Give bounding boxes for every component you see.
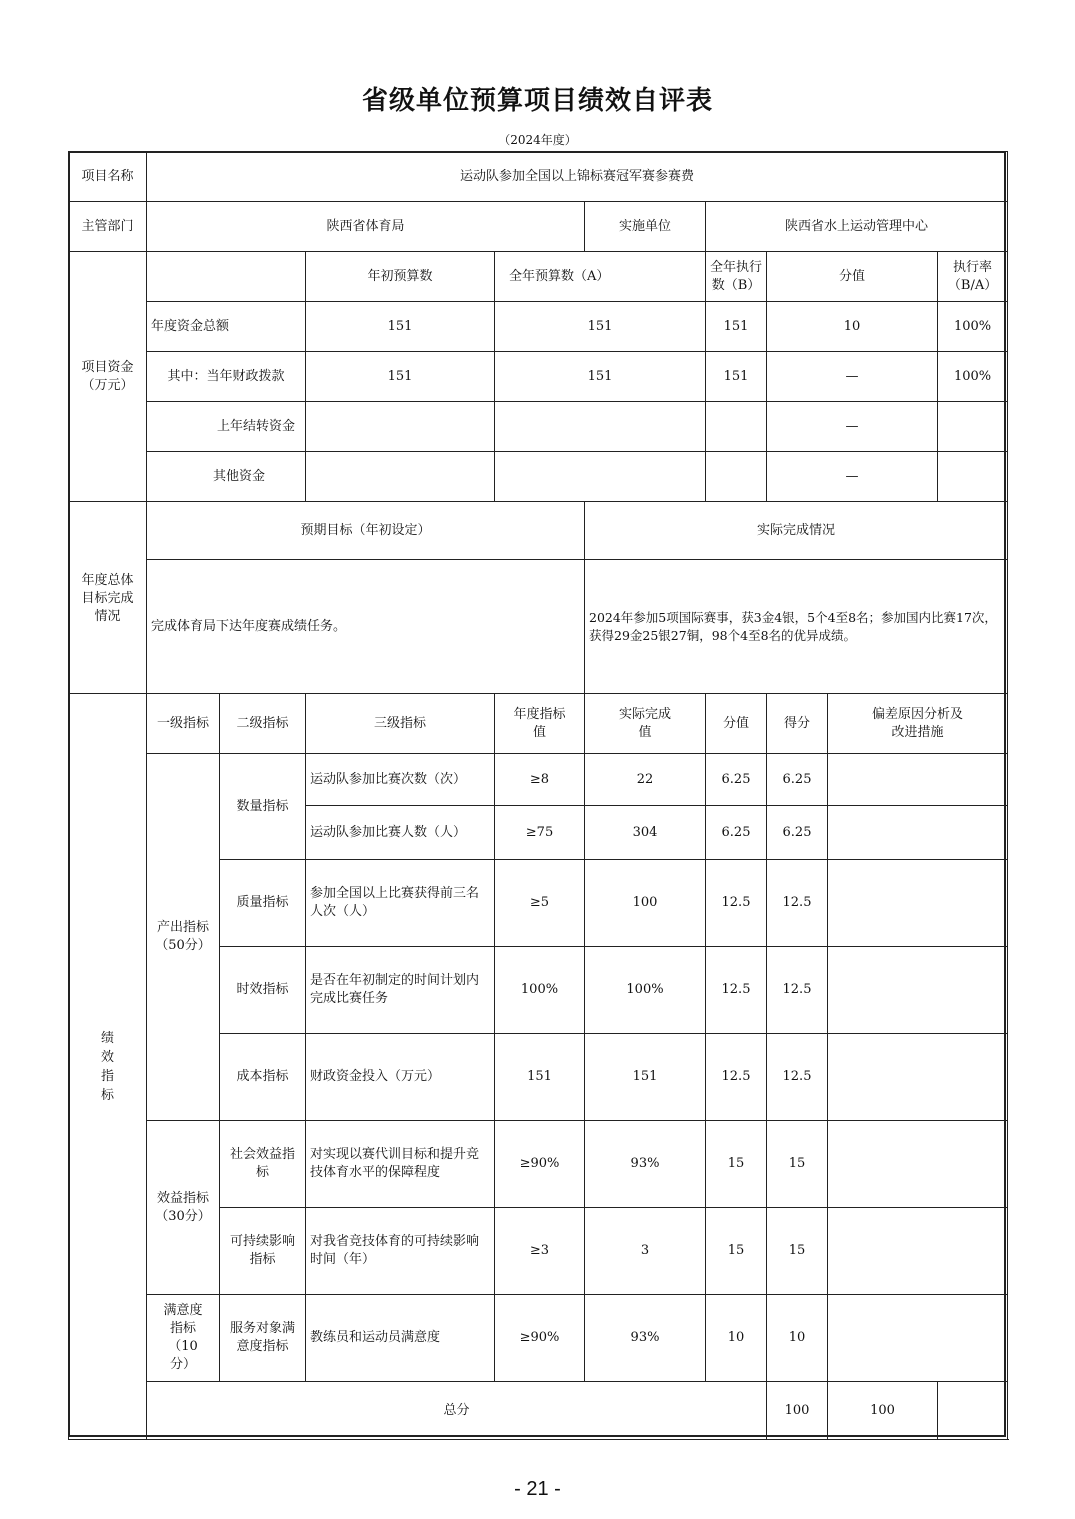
ind-target: ≥90% — [495, 1295, 585, 1382]
ind-header-l1: 一级指标 — [147, 694, 220, 754]
ind-header-note-text: 偏差原因分析及改进措施 — [872, 706, 964, 740]
ind-l3: 财政资金投入（万元） — [306, 1034, 495, 1121]
dept-label: 主管部门 — [69, 202, 147, 252]
total-label: 总分 — [147, 1382, 767, 1440]
ind-l2-text: 服务对象满意度指标 — [229, 1321, 295, 1354]
ind-l3: 对我省竞技体育的可持续影响时间（年） — [306, 1208, 495, 1295]
ind-target: ≥90% — [495, 1121, 585, 1208]
funds-cell: 100% — [938, 352, 1008, 402]
total-score-value: 100 — [767, 1382, 828, 1440]
ind-note — [828, 754, 1008, 806]
goals-expected-header: 预期目标（年初设定） — [147, 502, 585, 560]
ind-score-value: 6.25 — [706, 754, 767, 806]
funds-cell — [706, 452, 767, 502]
ind-note — [828, 806, 1008, 860]
ind-target: ≥75 — [495, 806, 585, 860]
funds-label-text: 项目资金（万元） — [81, 359, 134, 393]
ind-actual: 22 — [585, 754, 706, 806]
ind-header-target — [495, 694, 585, 754]
ind-target: 100% — [495, 947, 585, 1034]
ind-l3: 对实现以赛代训目标和提升竞技体育水平的保障程度 — [306, 1121, 495, 1208]
project-name-label: 项目名称 — [69, 152, 147, 202]
project-name-value: 运动队参加全国以上锦标赛冠军赛参赛费 — [147, 152, 1008, 202]
ind-score: 12.5 — [767, 1034, 828, 1121]
ind-actual: 93% — [585, 1295, 706, 1382]
ind-header-actual — [585, 694, 706, 754]
ind-score-value: 12.5 — [706, 1034, 767, 1121]
ind-header-l2: 二级指标 — [220, 694, 306, 754]
funds-row-label: 其中：当年财政拨款 — [147, 352, 306, 402]
ind-actual: 151 — [585, 1034, 706, 1121]
output-label — [147, 754, 220, 1121]
ind-actual: 100 — [585, 860, 706, 947]
funds-header-rate: 执行率（B/A） — [938, 252, 1008, 302]
funds-row-label: 其他资金 — [147, 452, 306, 502]
ind-l2: 质量指标 — [220, 860, 306, 947]
ind-l3: 运动队参加比赛次数（次） — [306, 754, 495, 806]
ind-l2 — [220, 1208, 306, 1295]
goals-label — [69, 502, 147, 694]
ind-score: 6.25 — [767, 754, 828, 806]
ind-actual: 100% — [585, 947, 706, 1034]
ind-target: 151 — [495, 1034, 585, 1121]
ind-score-value: 15 — [706, 1208, 767, 1295]
ind-note — [828, 947, 1008, 1034]
ind-header-score: 得分 — [767, 694, 828, 754]
funds-cell: — — [767, 452, 938, 502]
funds-label — [69, 252, 147, 502]
ind-target: ≥5 — [495, 860, 585, 947]
funds-cell: 151 — [706, 302, 767, 352]
funds-cell: 100% — [938, 302, 1008, 352]
ind-l2-text: 可持续影响指标 — [229, 1234, 295, 1267]
ind-score: 15 — [767, 1208, 828, 1295]
funds-row-label: 上年结转资金 — [147, 402, 306, 452]
goals-actual-text: 2024年参加5项国际赛事，获3金4银，5个4至8名；参加国内比赛17次，获得29金25银27铜，98个4至8名的优异成绩。 — [585, 560, 1008, 694]
funds-header-executed: 全年执行数（B） — [706, 252, 767, 302]
dept-value: 陕西省体育局 — [147, 202, 585, 252]
year-subtitle: （2024年度） — [498, 133, 577, 147]
funds-header-score-value: 分值 — [767, 252, 938, 302]
ind-score-value: 10 — [706, 1295, 767, 1382]
ind-l3: 是否在年初制定的时间计划内完成比赛任务 — [306, 947, 495, 1034]
goals-actual-header: 实际完成情况 — [585, 502, 1008, 560]
total-score: 100 — [828, 1382, 938, 1440]
ind-l2 — [220, 1121, 306, 1208]
satisfaction-label-text: 满意度指标（10分） — [163, 1303, 203, 1372]
impl-unit-value: 陕西省水上运动管理中心 — [706, 202, 1008, 252]
total-note — [938, 1382, 1008, 1440]
funds-cell: — — [767, 402, 938, 452]
ind-l2: 时效指标 — [220, 947, 306, 1034]
output-label-text: 产出指标（50分） — [155, 920, 211, 953]
funds-cell — [306, 402, 495, 452]
indicators-label — [69, 694, 147, 1440]
benefit-label-text: 效益指标（30分） — [155, 1190, 211, 1224]
funds-cell — [306, 452, 495, 502]
funds-cell: 151 — [495, 352, 706, 402]
funds-header-blank — [147, 252, 306, 302]
ind-header-score-value: 分值 — [706, 694, 767, 754]
goals-expected-text: 完成体育局下达年度赛成绩任务。 — [147, 560, 585, 694]
funds-cell — [706, 402, 767, 452]
ind-score: 12.5 — [767, 860, 828, 947]
ind-note — [828, 1121, 1008, 1208]
ind-score: 12.5 — [767, 947, 828, 1034]
funds-cell: 151 — [706, 352, 767, 402]
ind-header-l3: 三级指标 — [306, 694, 495, 754]
ind-score: 15 — [767, 1121, 828, 1208]
ind-l3: 教练员和运动员满意度 — [306, 1295, 495, 1382]
ind-note — [828, 1295, 1008, 1382]
ind-score: 10 — [767, 1295, 828, 1382]
goals-label-text: 年度总体目标完成情况 — [81, 573, 134, 624]
ind-header-note — [828, 694, 1008, 754]
ind-score-value: 15 — [706, 1121, 767, 1208]
funds-row-label: 年度资金总额 — [147, 302, 306, 352]
page-title: 省级单位预算项目绩效自评表 — [361, 86, 713, 116]
impl-unit-label: 实施单位 — [585, 202, 706, 252]
funds-cell: 151 — [495, 302, 706, 352]
funds-cell — [495, 452, 706, 502]
ind-l2: 成本指标 — [220, 1034, 306, 1121]
funds-cell — [938, 402, 1008, 452]
ind-l2-text: 社会效益指标 — [229, 1147, 295, 1180]
ind-actual: 93% — [585, 1121, 706, 1208]
ind-l2: 数量指标 — [220, 754, 306, 860]
ind-note — [828, 1034, 1008, 1121]
funds-header-annual: 全年预算数（A） — [495, 252, 706, 302]
ind-actual: 304 — [585, 806, 706, 860]
ind-header-actual-text: 实际完成值 — [618, 706, 671, 740]
funds-cell: 151 — [306, 302, 495, 352]
ind-score-value: 12.5 — [706, 947, 767, 1034]
ind-target: ≥3 — [495, 1208, 585, 1295]
ind-target: ≥8 — [495, 754, 585, 806]
ind-score-value: 6.25 — [706, 806, 767, 860]
ind-note — [828, 1208, 1008, 1295]
benefit-label — [147, 1121, 220, 1295]
funds-cell: 10 — [767, 302, 938, 352]
satisfaction-label — [147, 1295, 220, 1382]
indicators-label-text: 绩效指标 — [100, 1030, 114, 1103]
ind-score: 6.25 — [767, 806, 828, 860]
ind-note — [828, 860, 1008, 947]
page-number: - 21 - — [514, 1478, 561, 1500]
funds-header-initial: 年初预算数 — [306, 252, 495, 302]
ind-score-value: 12.5 — [706, 860, 767, 947]
funds-cell: — — [767, 352, 938, 402]
ind-l3: 参加全国以上比赛获得前三名人次（人） — [306, 860, 495, 947]
funds-cell — [938, 452, 1008, 502]
ind-actual: 3 — [585, 1208, 706, 1295]
ind-header-target-text: 年度指标值 — [513, 706, 566, 740]
ind-l2 — [220, 1295, 306, 1382]
funds-cell: 151 — [306, 352, 495, 402]
ind-l3: 运动队参加比赛人数（人） — [306, 806, 495, 860]
funds-cell — [495, 402, 706, 452]
evaluation-table — [68, 151, 1008, 1440]
